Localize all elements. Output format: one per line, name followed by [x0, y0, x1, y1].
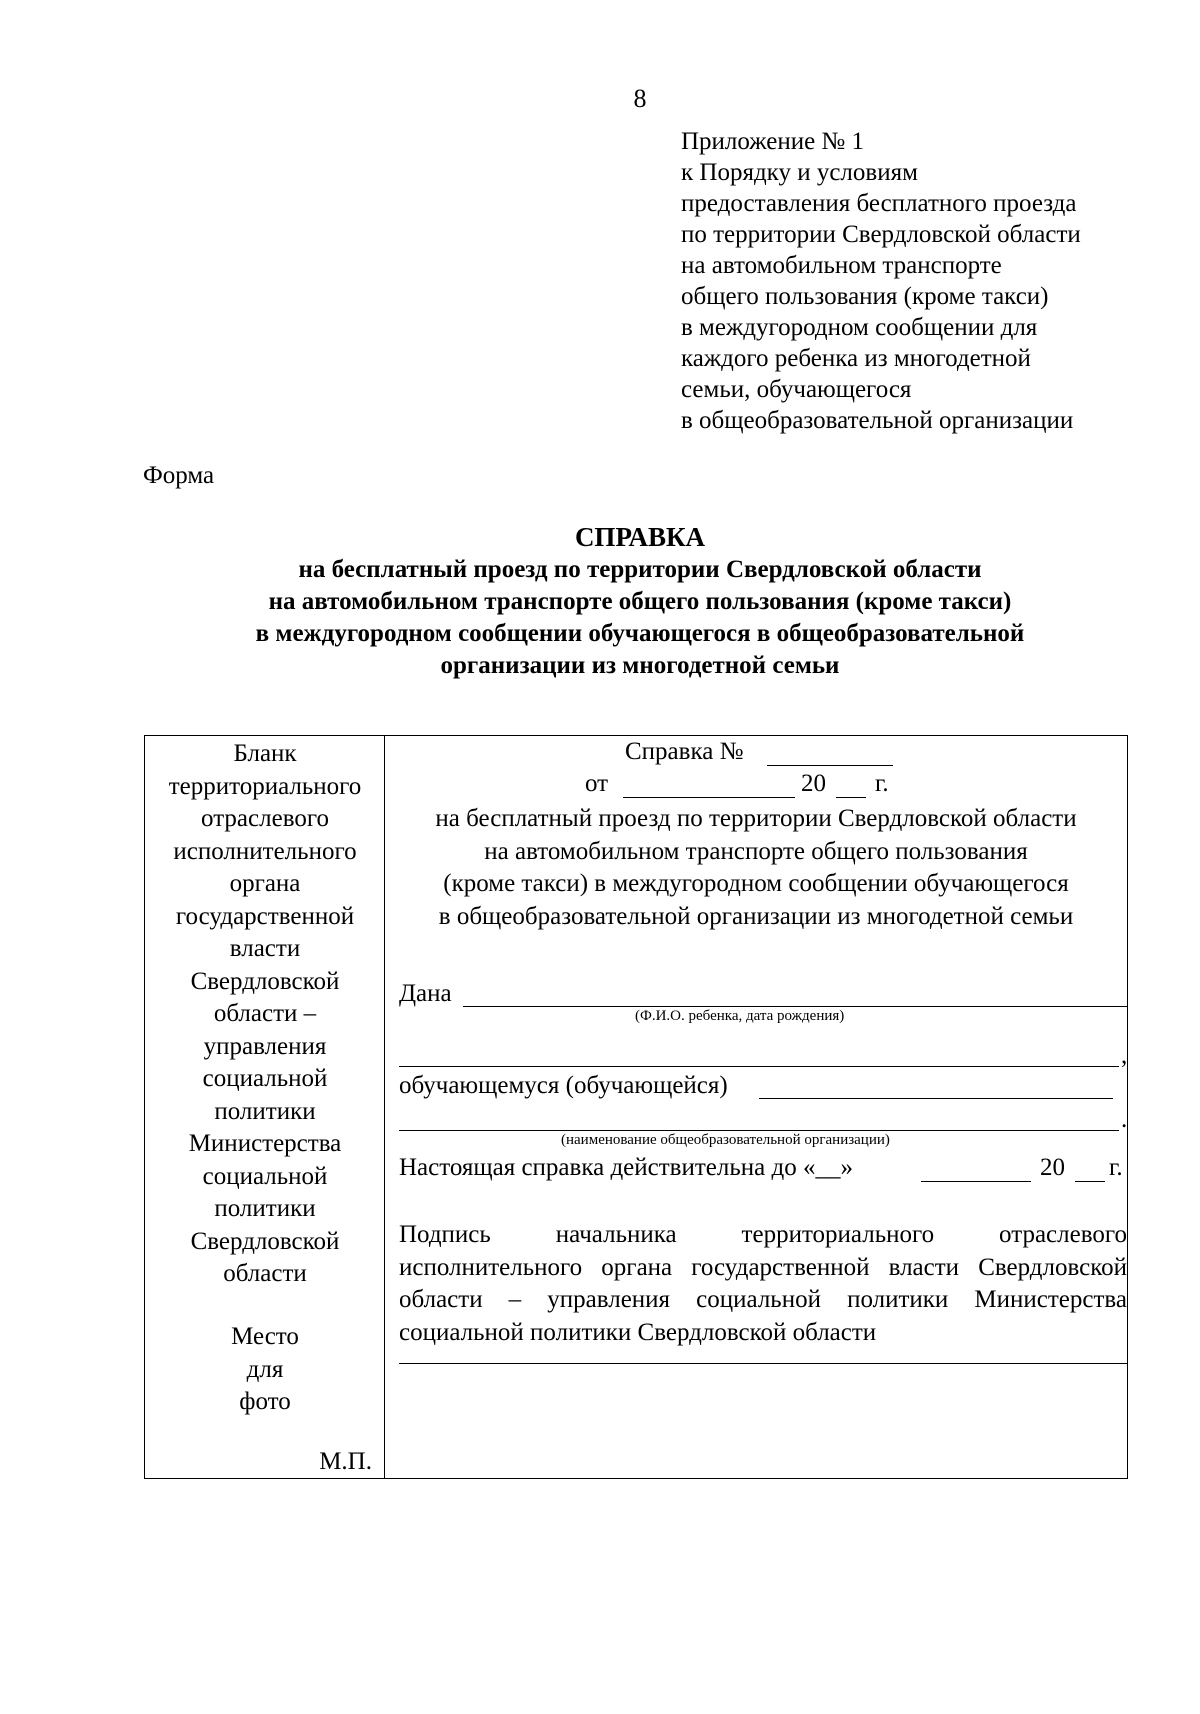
letterhead-line: области: [223, 1260, 307, 1287]
appendix-line: в общеобразовательной организации: [681, 407, 1074, 434]
title-line: в междугородном сообщении обучающегося в общеобразовательной: [255, 620, 1025, 647]
child-name-field[interactable]: [463, 1006, 1127, 1007]
appendix-line: общего пользования (кроме такси): [681, 283, 1049, 310]
letterhead-line: Свердловской: [190, 967, 340, 995]
letterhead-line: социальной: [202, 1065, 328, 1092]
page-number: 8: [633, 84, 647, 113]
certificate-form-table: [144, 735, 1128, 1479]
letterhead-line: Свердловской: [190, 1227, 340, 1255]
appendix-line: по территории Свердловской области: [681, 221, 1081, 248]
valid-year-prefix: 20: [1040, 1154, 1065, 1181]
signature-field[interactable]: [399, 1363, 1127, 1364]
school-name-caption: (наименование общеобразовательной организации): [561, 1132, 890, 1148]
issued-to-label: Дана: [399, 980, 452, 1007]
student-label: обучающемуся (обучающейся): [399, 1072, 728, 1099]
title-line: на автомобильном транспорте общего пользования (кроме такси): [268, 588, 1012, 615]
letterhead-text: [145, 738, 385, 1291]
letterhead-line: территориального: [168, 772, 362, 800]
letterhead-column: [145, 736, 385, 1478]
letterhead-line: Бланк: [233, 740, 297, 767]
appendix-line: Приложение № 1: [681, 128, 865, 155]
letterhead-line: области –: [213, 1000, 317, 1027]
letterhead-line: государственной: [175, 902, 355, 930]
valid-year-suffix: г.: [1109, 1154, 1123, 1181]
letterhead-line: социальной: [202, 1162, 328, 1190]
child-name-continuation-field[interactable]: [399, 1066, 1119, 1067]
valid-until-month-field[interactable]: [921, 1181, 1031, 1182]
appendix-line: на автомобильном транспорте: [681, 252, 1002, 279]
letterhead-line: органа: [229, 870, 301, 897]
appendix-line: каждого ребенка из многодетной: [681, 345, 1031, 372]
form-label: Форма: [143, 462, 215, 489]
description-line: на бесплатный проезд по территории Свердловской области: [435, 805, 1077, 832]
letterhead-line: управления: [203, 1032, 327, 1060]
title-main: СПРАВКА: [574, 522, 706, 552]
certificate-body: [385, 736, 1127, 1478]
letterhead-line: политики: [214, 1097, 316, 1125]
valid-until-label: Настоящая справка действительна до «__»: [399, 1154, 853, 1181]
date-field[interactable]: [623, 797, 795, 798]
description-line: на автомобильном транспорте общего пользования: [484, 837, 1028, 865]
photo-line: для: [246, 1355, 284, 1383]
school-field[interactable]: [759, 1098, 1113, 1099]
title-line: организации из многодетной семьи: [440, 652, 840, 679]
appendix-line: семьи, обучающегося: [681, 376, 912, 403]
description-line: (кроме такси) в междугородном сообщении обучающегося: [443, 870, 1069, 897]
certificate-number-field[interactable]: [767, 765, 893, 766]
letterhead-line: исполнительного: [173, 837, 357, 865]
appendix-line: к Порядку и условиям: [681, 159, 918, 186]
title-line: на бесплатный проезд по территории Свердловской области: [298, 556, 982, 583]
description-line: в общеобразовательной организации из многодетной семьи: [438, 902, 1074, 930]
photo-placeholder: [145, 1321, 385, 1419]
certificate-description: [385, 803, 1127, 933]
appendix-line: в междугородном сообщении для: [681, 314, 1038, 341]
appendix-line: предоставления бесплатного проезда: [681, 190, 1077, 217]
comma: ,: [1121, 1042, 1128, 1069]
photo-line: Место: [231, 1323, 299, 1350]
school-continuation-field[interactable]: [399, 1130, 1119, 1131]
date-from-label: от: [585, 770, 609, 797]
letterhead-line: власти: [229, 935, 301, 962]
appendix-header: [681, 126, 1081, 436]
year-prefix: 20: [801, 770, 826, 797]
letterhead-line: политики: [214, 1195, 316, 1222]
year-field[interactable]: [836, 797, 866, 798]
period: .: [1121, 1106, 1128, 1133]
letterhead-line: отраслевого: [201, 805, 329, 832]
child-name-caption: (Ф.И.О. ребенка, дата рождения): [635, 1008, 845, 1024]
year-suffix: г.: [875, 770, 889, 797]
stamp-place: М.П.: [319, 1448, 372, 1475]
letterhead-line: Министерства: [188, 1130, 342, 1157]
document-title: [140, 520, 1140, 682]
signature-text: Подпись начальника территориального отраслевого исполнительного органа государственной власти Свердловской области – управления социальной политики Министерства социальной политики Свердловской области: [399, 1221, 1127, 1346]
photo-line: фото: [239, 1388, 291, 1415]
valid-year-field[interactable]: [1075, 1181, 1105, 1182]
certificate-number-label: Справка №: [625, 738, 744, 765]
